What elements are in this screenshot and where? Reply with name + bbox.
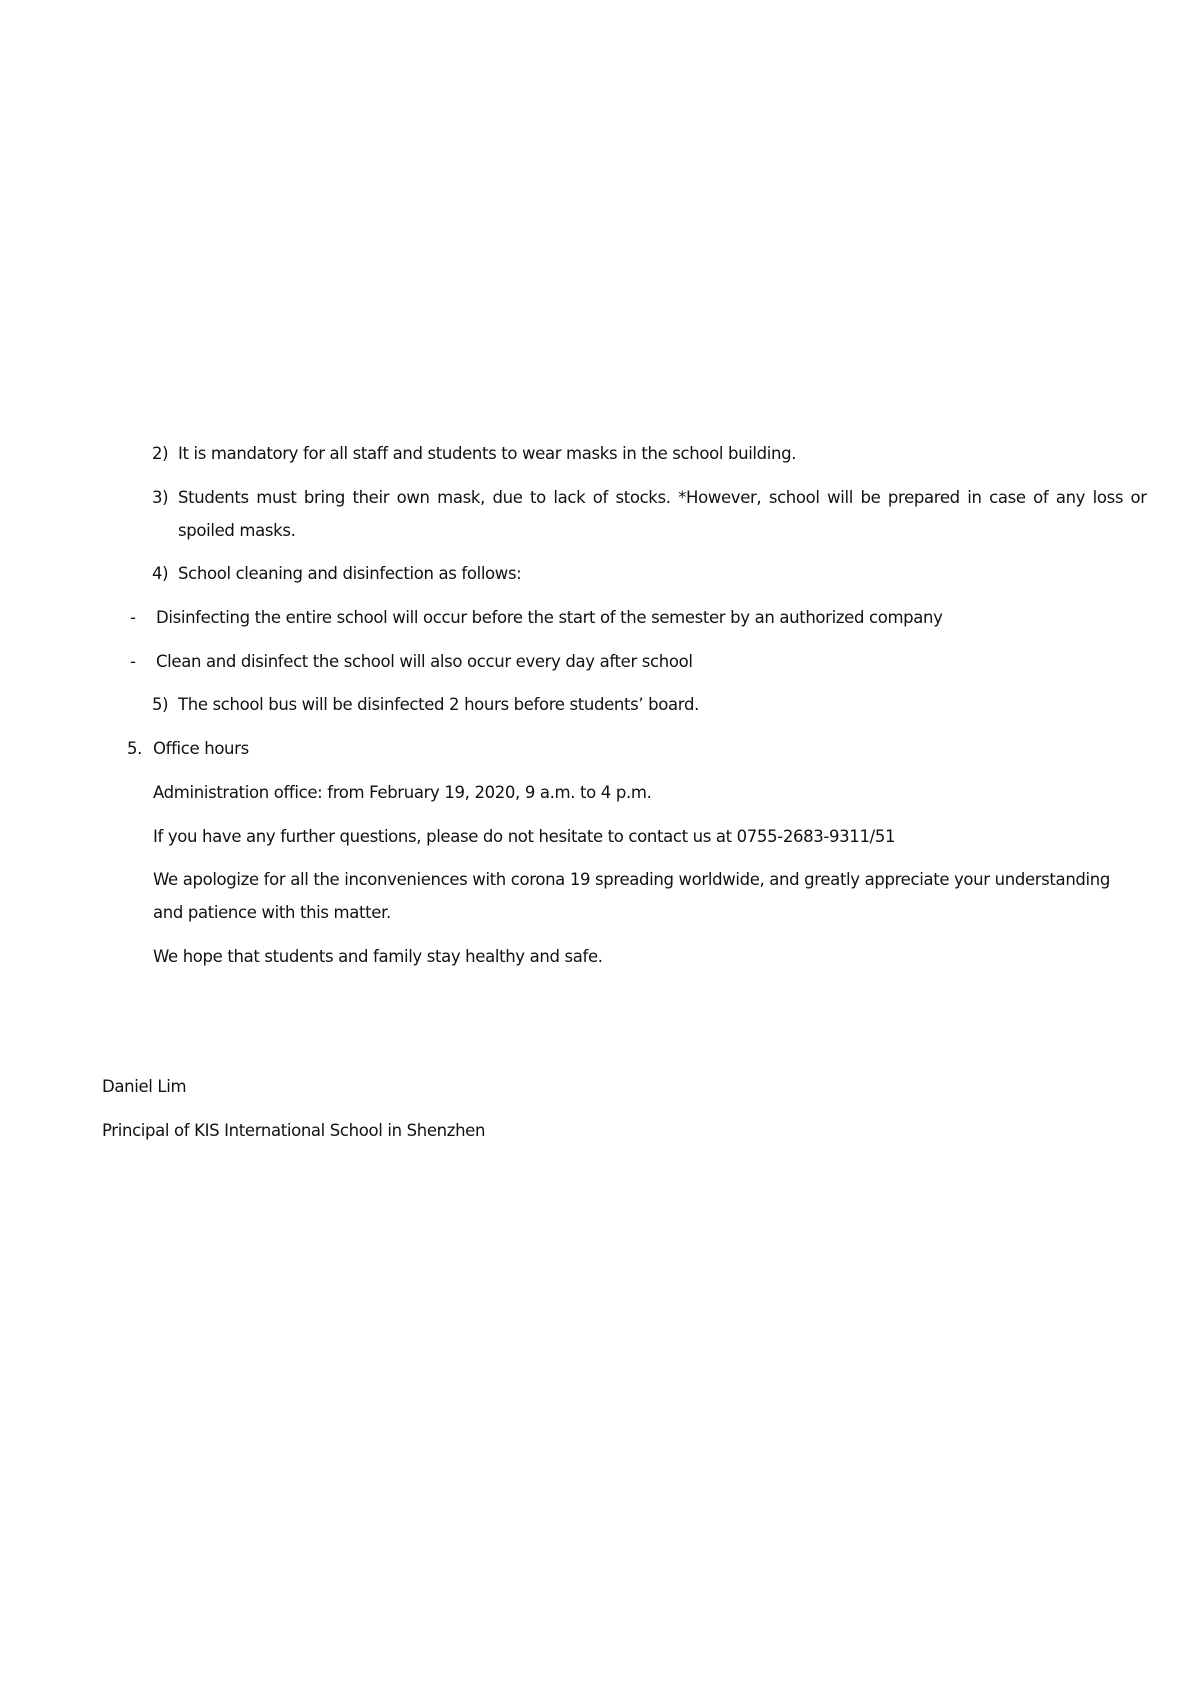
section-heading: Office hours	[153, 739, 249, 758]
item-marker: 3)	[152, 488, 169, 507]
bullet-text: Disinfecting the entire school will occur before the start of the semester by an authorized company	[156, 608, 943, 627]
signature-title: Principal of KIS International School in Shenzhen	[102, 1121, 486, 1140]
bullet-text: Clean and disinfect the school will also occur every day after school	[156, 652, 693, 671]
item-text: It is mandatory for all staff and students to wear masks in the school building.	[178, 444, 797, 463]
item-marker: 4)	[152, 564, 169, 583]
item-text-line2: spoiled masks.	[178, 521, 296, 540]
bullet-dash: -	[130, 652, 136, 671]
section-number: 5.	[127, 739, 143, 758]
item-marker: 5)	[152, 695, 169, 714]
item-text: School cleaning and disinfection as follows:	[178, 564, 522, 583]
signature-name: Daniel Lim	[102, 1077, 187, 1096]
closing-text: We hope that students and family stay healthy and safe.	[153, 947, 603, 966]
item-text-line1: Students must bring their own mask, due to lack of stocks. *However, school will be prepared in case of any loss or	[178, 488, 1147, 507]
item-text: The school bus will be disinfected 2 hours before students’ board.	[178, 695, 699, 714]
admin-hours: Administration office: from February 19, 2020, 9 a.m. to 4 p.m.	[153, 783, 652, 802]
bullet-dash: -	[130, 608, 136, 627]
contact-info: If you have any further questions, please do not hesitate to contact us at 0755-2683-9311/51	[153, 827, 896, 846]
item-marker: 2)	[152, 444, 169, 463]
apology-line-1: We apologize for all the inconveniences with corona 19 spreading worldwide, and greatly appreciate your understanding	[153, 870, 1111, 889]
apology-line-2: and patience with this matter.	[153, 903, 391, 922]
